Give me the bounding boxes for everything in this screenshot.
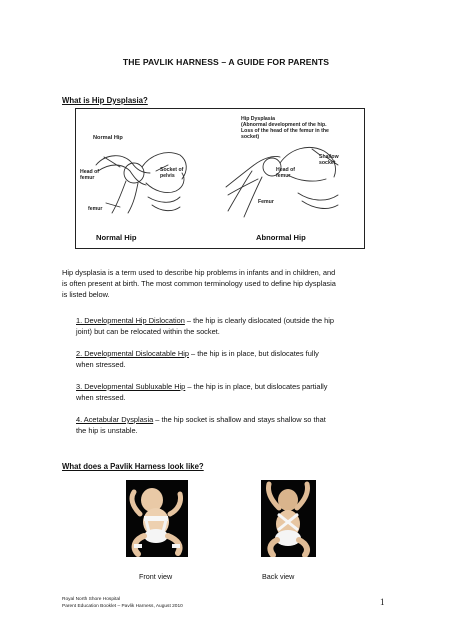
intro-line-1: Hip dysplasia is a term used to describe hip problems in infants and in children, and	[62, 268, 336, 277]
definition-text-3a: – the hip is in place, but dislocates partially	[185, 382, 328, 391]
intro-paragraph	[62, 267, 392, 300]
definition-term-2: 2. Developmental Dislocatable Hip	[76, 349, 189, 358]
label-femur: femur	[88, 206, 103, 212]
label-hip-dysplasia-line4: socket)	[241, 134, 260, 140]
photo-front-view	[126, 480, 188, 557]
definition-text-4a: – the hip socket is shallow and stays shallow so that	[153, 415, 326, 424]
label-hip-dysplasia-line2: (Abnormal development of the hip.	[241, 122, 327, 128]
definition-text-2b: when stressed.	[76, 360, 126, 369]
baby-front-photo-drawing	[126, 480, 188, 557]
label-head-of-femur-line1: Head of	[80, 169, 100, 175]
baby-back-photo-drawing	[261, 480, 316, 557]
footer-line-1: Royal North Shore Hospital	[62, 597, 121, 602]
page-number: 1	[380, 597, 385, 607]
label-head-of-femur-line2: femur	[80, 175, 95, 181]
definition-item-4	[76, 414, 392, 436]
footer	[62, 596, 183, 610]
label-hip-dysplasia-line3: Loss of the head of the femur in the	[241, 128, 329, 134]
photo-back-view	[261, 480, 316, 557]
label-abnormal-femur: Femur	[258, 199, 274, 205]
intro-line-3: is listed below.	[62, 290, 110, 299]
definition-item-2	[76, 348, 392, 370]
definition-term-3: 3. Developmental Subluxable Hip	[76, 382, 186, 391]
label-socket-of-pelvis-line2: pelvis	[160, 173, 175, 179]
footer-line-2: Parent Education Booklet – Pavlik Harness, August 2010	[62, 604, 183, 609]
label-socket-of-pelvis-line1: Socket of	[160, 167, 184, 173]
intro-line-2: is often present at birth. The most common terminology used to define hip dysplasia	[62, 279, 336, 288]
definition-text-3b: when stressed.	[76, 393, 126, 402]
definition-term-4: 4. Acetabular Dysplasia	[76, 415, 154, 424]
definition-text-4b: the hip is unstable.	[76, 426, 138, 435]
definition-item-1	[76, 315, 392, 337]
definition-text-1a: – the hip is clearly dislocated (outside the hip	[184, 316, 335, 325]
section-heading-hip-dysplasia: What is Hip Dysplasia?	[62, 96, 148, 105]
label-front-view: Front view	[139, 572, 173, 581]
label-hip-dysplasia-line1: Hip Dysplasia	[241, 116, 276, 122]
hip-diagram-figure	[75, 108, 365, 249]
definition-text-2a: – the hip is in place, but dislocates fully	[188, 349, 319, 358]
section-heading-pavlik-harness: What does a Pavlik Harness look like?	[62, 462, 204, 471]
document-title: THE PAVLIK HARNESS – A GUIDE FOR PARENTS	[122, 57, 330, 67]
definition-text-1b: joint) but can be relocated within the socket.	[76, 327, 220, 336]
definition-term-1: 1. Developmental Hip Dislocation	[76, 316, 185, 325]
label-abnormal-head-of-femur-line1: Head of	[276, 167, 296, 173]
label-back-view: Back view	[262, 572, 295, 581]
label-shallow-socket-line2: socket	[319, 160, 336, 166]
caption-normal-hip: Normal Hip	[96, 233, 137, 242]
caption-abnormal-hip: Abnormal Hip	[256, 233, 306, 242]
label-shallow-socket-line1: Shallow	[319, 154, 339, 160]
definition-item-3	[76, 381, 392, 403]
label-abnormal-head-of-femur-line2: femur	[276, 173, 291, 179]
label-normal-hip: Normal Hip	[93, 135, 123, 141]
